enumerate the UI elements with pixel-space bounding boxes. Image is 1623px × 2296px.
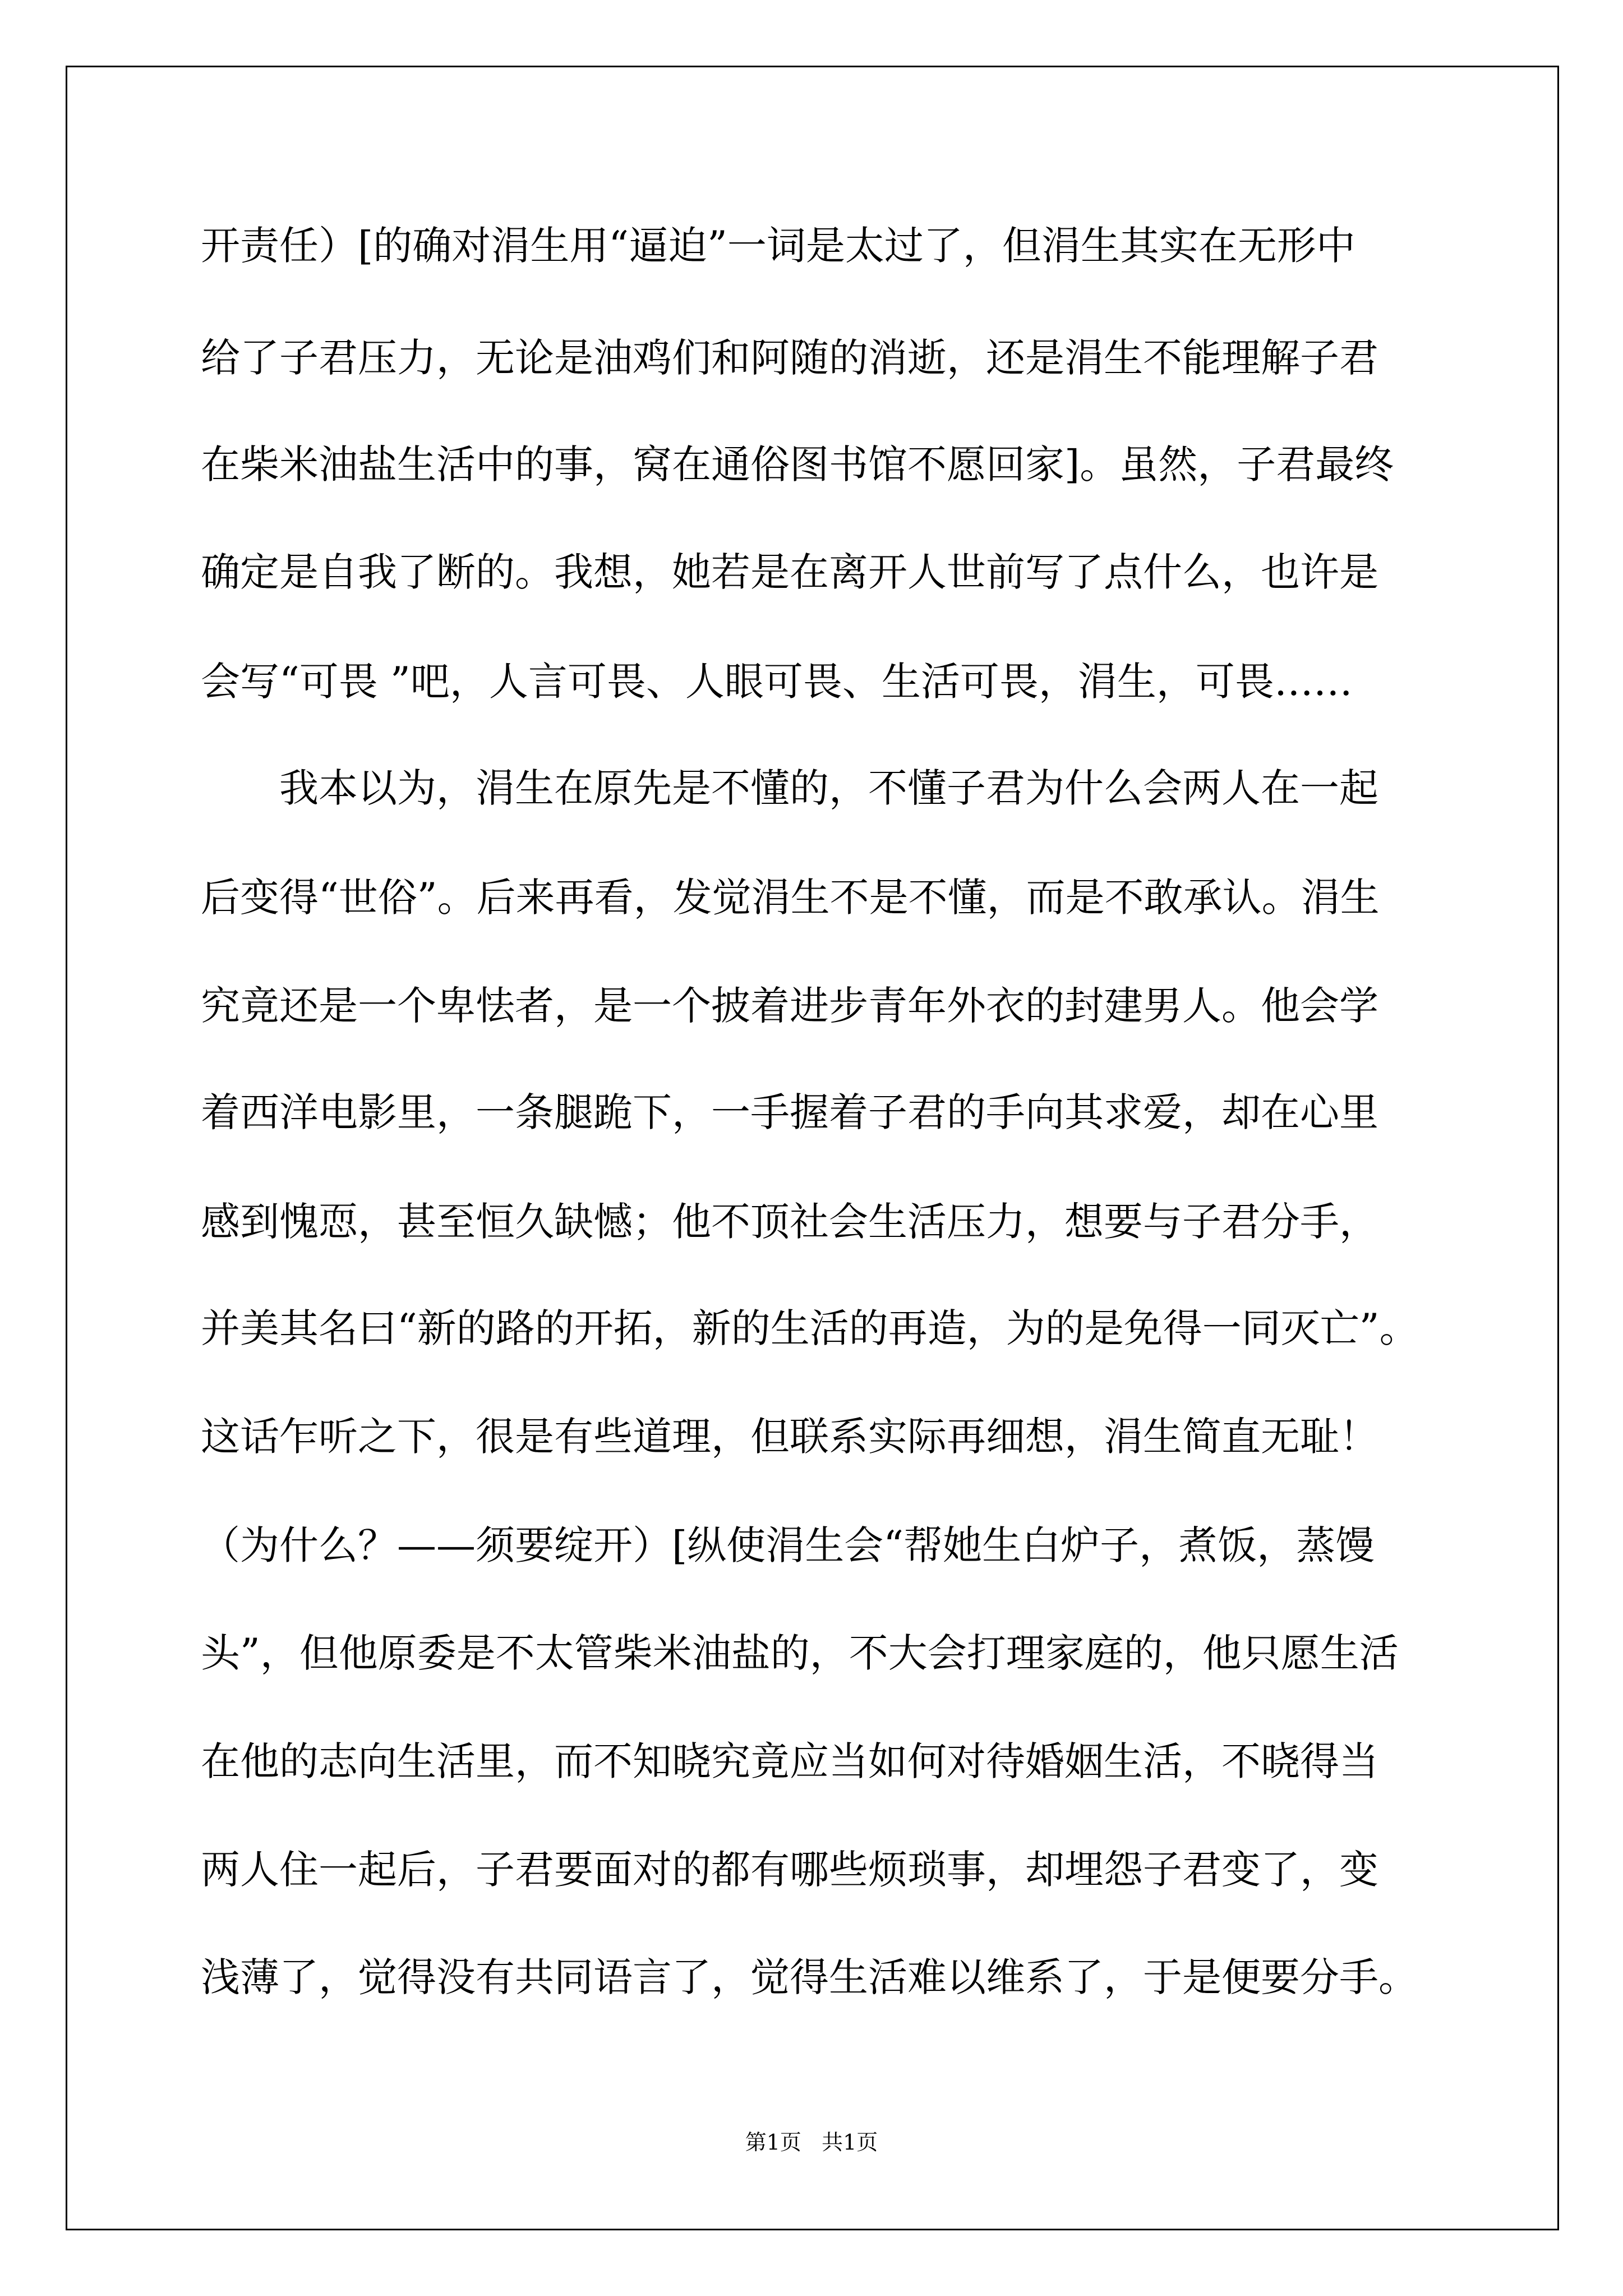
text-line: 开责任）[的确对涓生用“逼迫”一词是太过了，但涓生其实在无形中: [201, 223, 1355, 269]
text-line: 头”，但他原委是不太管柴米油盐的，不大会打理家庭的，他只愿生活: [201, 1630, 1399, 1676]
text-line: 在他的志向生活里，而不知晓究竟应当如何对待婚姻生活，不晓得当: [201, 1738, 1378, 1784]
text-line: 在柴米油盐生活中的事，窝在通俗图书馆不愿回家]。虽然，子君最终: [201, 441, 1394, 487]
text-line: 并美其名曰“新的路的开拓，新的生活的再造，为的是免得一同灭亡”。: [201, 1305, 1419, 1351]
paragraph-first-line: 我本以为，涓生在原先是不懂的，不懂子君为什么会两人在一起: [279, 765, 1378, 811]
text-line: 这话乍听之下，很是有些道理，但联系实际再细想，涓生简直无耻！: [201, 1414, 1378, 1460]
text-line: 浅薄了，觉得没有共同语言了，觉得生活难以维系了，于是便要分手。: [201, 1954, 1418, 2000]
page-footer: [0, 2125, 1623, 2156]
text-line: 给了子君压力，无论是油鸡们和阿随的消逝，还是涓生不能理解子君: [201, 335, 1378, 381]
text-line: 会写“可畏 ”吧，人言可畏、人眼可畏、生活可畏，涓生，可畏……: [201, 659, 1353, 705]
text-line: 究竟还是一个卑怯者，是一个披着进步青年外衣的封建男人。他会学: [201, 983, 1378, 1029]
text-line: 确定是自我了断的。我想，她若是在离开人世前写了点什么，也许是: [201, 549, 1378, 595]
page-border: [66, 66, 1559, 2230]
text-line: 着西洋电影里，一条腿跪下，一手握着子君的手向其求爱，却在心里: [201, 1089, 1378, 1135]
page-number: 第1页 共1页: [745, 2130, 878, 2155]
text-line: （为什么？——须要绽开）[纵使涓生会“帮她生白炉子，煮饭，蒸馒: [201, 1522, 1375, 1568]
text-line: 感到愧恧，甚至恒久缺憾；他不顶社会生活压力，想要与子君分手，: [201, 1199, 1378, 1245]
text-line: 后变得“世俗”。后来再看，发觉涓生不是不懂，而是不敢承认。涓生: [201, 875, 1380, 921]
text-line: 两人住一起后，子君要面对的都有哪些烦琐事，却埋怨子君变了，变: [201, 1847, 1378, 1893]
